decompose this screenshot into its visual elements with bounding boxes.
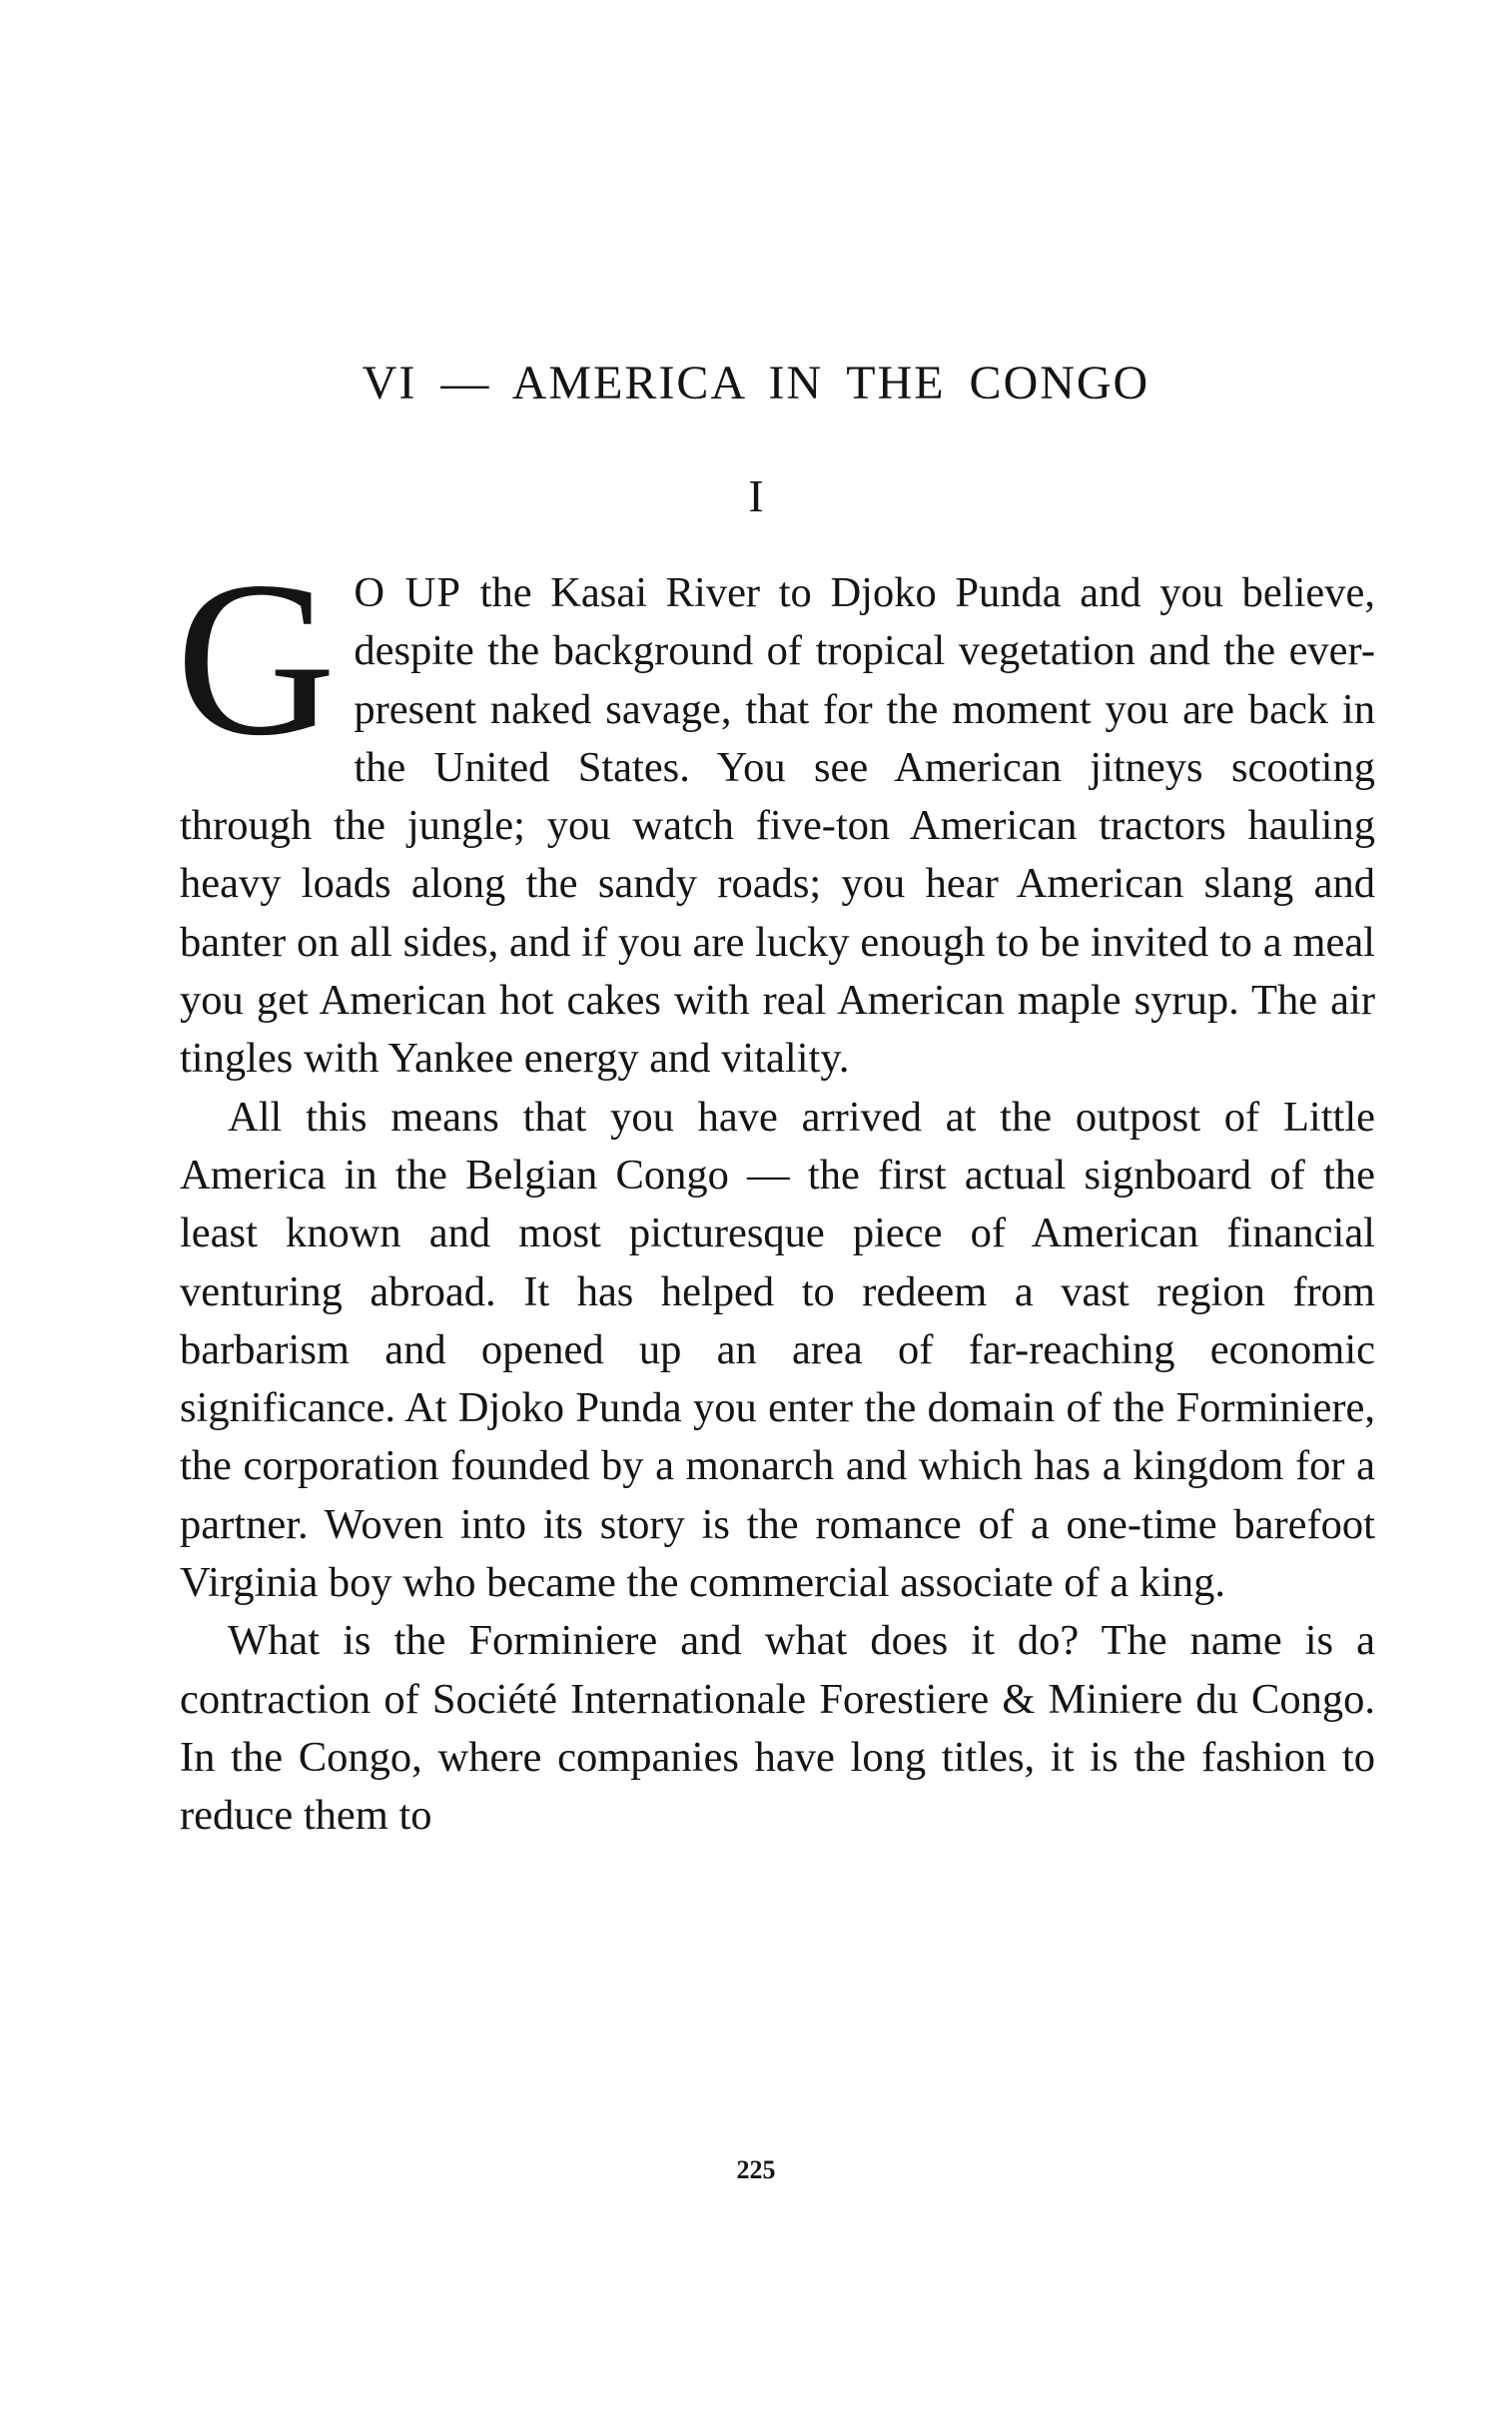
section-number: I [748, 470, 764, 521]
drop-cap-letter: G [176, 536, 337, 782]
page-number: 225 [736, 2155, 776, 2184]
paragraph-3: What is the Forminiere and what does it do? The name is a contraction of Société Internationale Forestiere & Miniere du Congo. In the Congo, where companies have long titles, it is the fashion to reduce them to [180, 1617, 1375, 1840]
paragraph-2: All this means that you have arrived at the outpost of Little America in the Belgian Congo — the first actual signboard of the least known and most picturesque piece of American financial venturing abroad. It has helped to redeem a vast region from barbarism and opened up an area of far-reaching economic significance. At Djoko Punda you enter the domain of the Forminiere, the corporation founded by a monarch and which has a kingdom for a partner. Woven into its story is the romance of a one-time barefoot Virginia boy who became the commercial associate of a king. [180, 1093, 1375, 1607]
paragraph-1-text: the Kasai River to Djoko Punda and you believe, despite the background of tropical vegetation and the ever-present naked savage, that for the moment you are back in the United States. You see American jitneys scooting through the jungle; you watch five-ton American tractors hauling heavy loads along the sandy roads; you hear American slang and banter on all sides, and if you are lucky enough to be invited to a meal you get American hot cakes with real American maple syrup. The air tingles with Yankee energy and vitality. [180, 569, 1375, 1083]
paragraph-1 [176, 536, 1375, 1089]
opening-smallcaps: O UP [354, 569, 462, 616]
chapter-title: VI — AMERICA IN THE CONGO [362, 357, 1150, 409]
body-text [176, 536, 1375, 1846]
